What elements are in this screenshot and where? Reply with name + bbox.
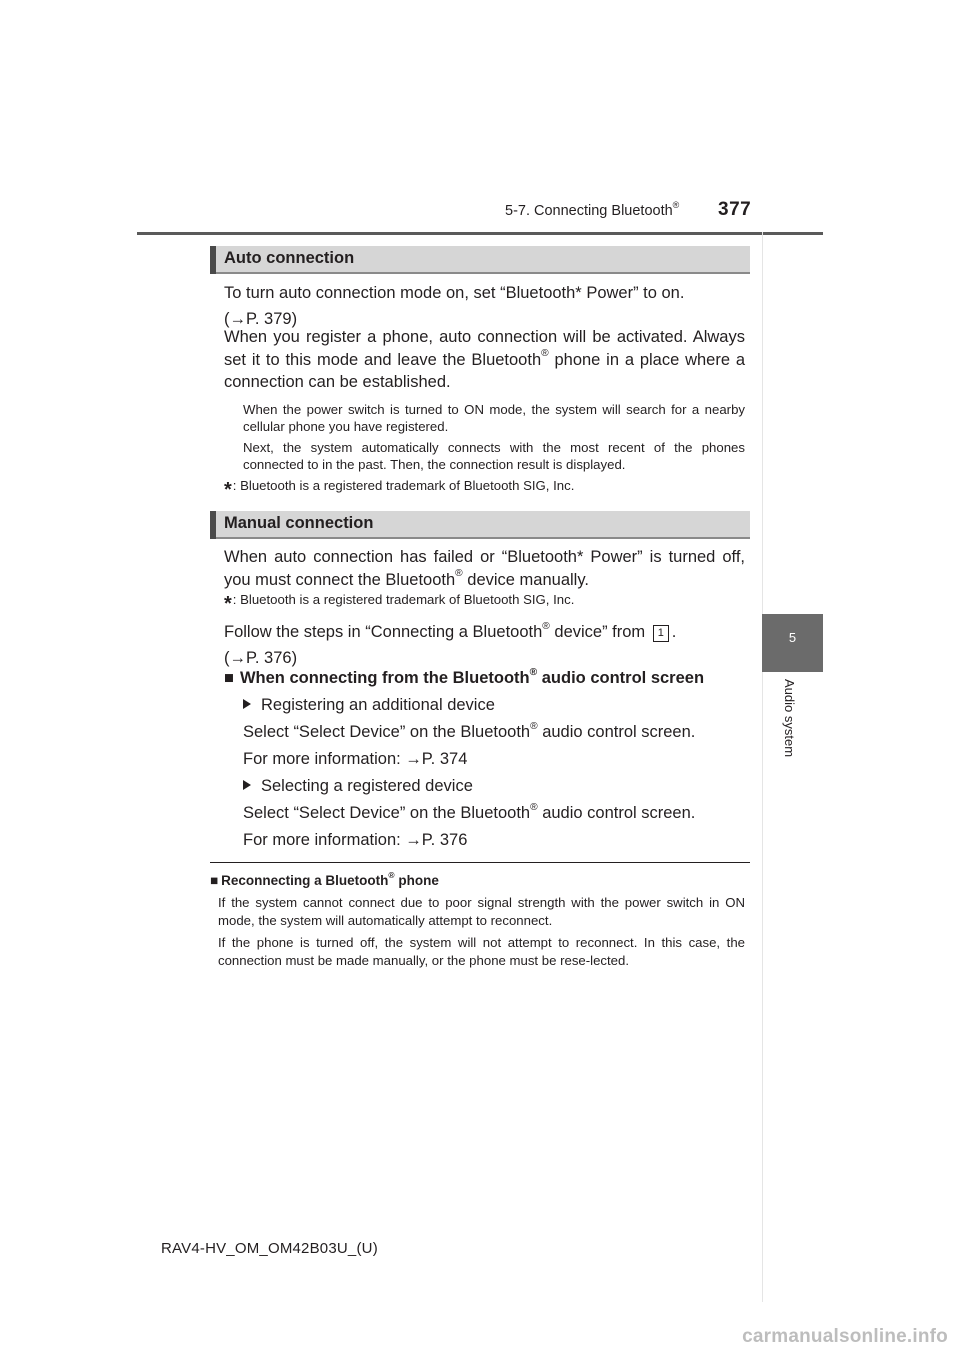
item-2-desc-b: audio control screen. [537,804,696,822]
registered-mark: ® [530,720,538,732]
item-1-desc [243,721,764,743]
item-2-desc-a: Select “Select Device” on the Bluetooth [243,804,531,822]
subsection-text-a: When connecting from the Bluetooth [239,669,530,687]
manual-connection-heading-text: Manual connection [224,514,374,532]
subsection-heading [224,667,745,689]
registered-mark: ® [672,199,680,210]
follow-steps [224,621,745,669]
notes-paragraph-1: If the system cannot connect due to poor signal strength with the power switch in ON mode, the system will automatically attempt to reconnect. [218,895,745,928]
manual-connection-heading [210,511,750,539]
item-1-desc-b: audio control screen. [537,723,696,741]
auto-detail-2: Next, the system automatically connects with the most recent of the phones connected to in the past. Then, the connection result is displayed. [243,440,745,472]
auto-trademark-note [224,478,574,502]
item-1-title-text: Registering an additional device [261,696,495,714]
step-number-box: 1 [653,625,669,642]
follow-text-b: device” from [549,623,650,641]
auto-trademark-note-text: : Bluetooth is a registered trademark of Bluetooth SIG, Inc. [232,478,575,493]
registered-mark: ® [388,870,395,881]
auto-p1-line2: (→P. 379) [224,310,298,328]
square-bullet-icon: ■ [210,873,219,888]
item-2-title-text: Selecting a registered device [261,777,473,795]
registered-mark: ® [455,568,463,580]
section-header-text: 5-7. Connecting Bluetooth [505,203,673,219]
item-1-title [243,694,764,716]
item-1-desc-a: Select “Select Device” on the Bluetooth [243,723,531,741]
manual-trademark-note [224,592,574,616]
auto-connection-heading [210,246,750,274]
follow-steps-ref: (→P. 376) [224,649,298,667]
manual-p1-text-b: device manually. [462,570,589,589]
follow-text-c: . [671,623,677,641]
document-code: RAV4-HV_OM_OM42B03U_(U) [161,1240,378,1257]
registered-mark: ® [541,348,549,360]
registered-mark: ® [542,620,550,632]
chapter-label [781,679,801,779]
manual-trademark-note-text: : Bluetooth is a registered trademark of Bluetooth SIG, Inc. [232,592,575,607]
auto-p1-line1: To turn auto connection mode on, set “Bluetooth* Power” to on. [224,284,685,302]
manual-paragraph-1 [224,546,745,591]
section-header [505,199,680,219]
notes-divider [210,862,750,863]
square-bullet-icon: ■ [224,669,234,687]
asterisk: * [224,479,232,501]
auto-detail-1: When the power switch is turned to ON mode, the system will search for a nearby cellular phone you have registered. [243,402,745,434]
registered-mark: ® [530,801,538,813]
chapter-label-text: Audio system [782,679,797,758]
asterisk: * [224,593,232,615]
notes-paragraph-2: If the phone is turned off, the system will not attempt to reconnect. In this case, the connection must be made manually, or the phone must be rese-lected. [218,935,745,968]
follow-text-a: Follow the steps in “Connecting a Bluetooth [224,623,543,641]
auto-p2-text-a: When you register a phone, auto connection will be activated. Always set it to this mode and leave the Bluetooth [224,328,745,369]
registered-mark: ® [529,666,538,678]
auto-paragraph-1 [224,282,745,330]
item-2-title [243,775,764,797]
chapter-number: 5 [788,630,797,645]
triangle-bullet-icon [243,780,251,790]
auto-paragraph-2 [224,326,745,394]
notes-title-a: Reconnecting a Bluetooth [221,873,389,888]
item-2-desc [243,802,764,824]
auto-p2-text-b: phone in a place where a connection can be established. [224,350,746,391]
item-1-more: For more information: →P. 374 [243,750,468,768]
header-divider [137,232,823,235]
subsection-text-b: audio control screen [537,669,705,687]
page-number: 377 [718,199,752,220]
notes-title [210,870,439,888]
watermark: carmanualsonline.info [742,1326,948,1347]
manual-p1-text-a: When auto connection has failed or “Bluetooth* Power” is turned off, you must connect the Bluetooth [224,548,745,589]
auto-connection-heading-text: Auto connection [224,249,355,267]
notes-title-b: phone [394,873,439,888]
follow-steps-line1 [224,621,745,643]
triangle-bullet-icon [243,699,251,709]
item-2-more: For more information: →P. 376 [243,831,468,849]
